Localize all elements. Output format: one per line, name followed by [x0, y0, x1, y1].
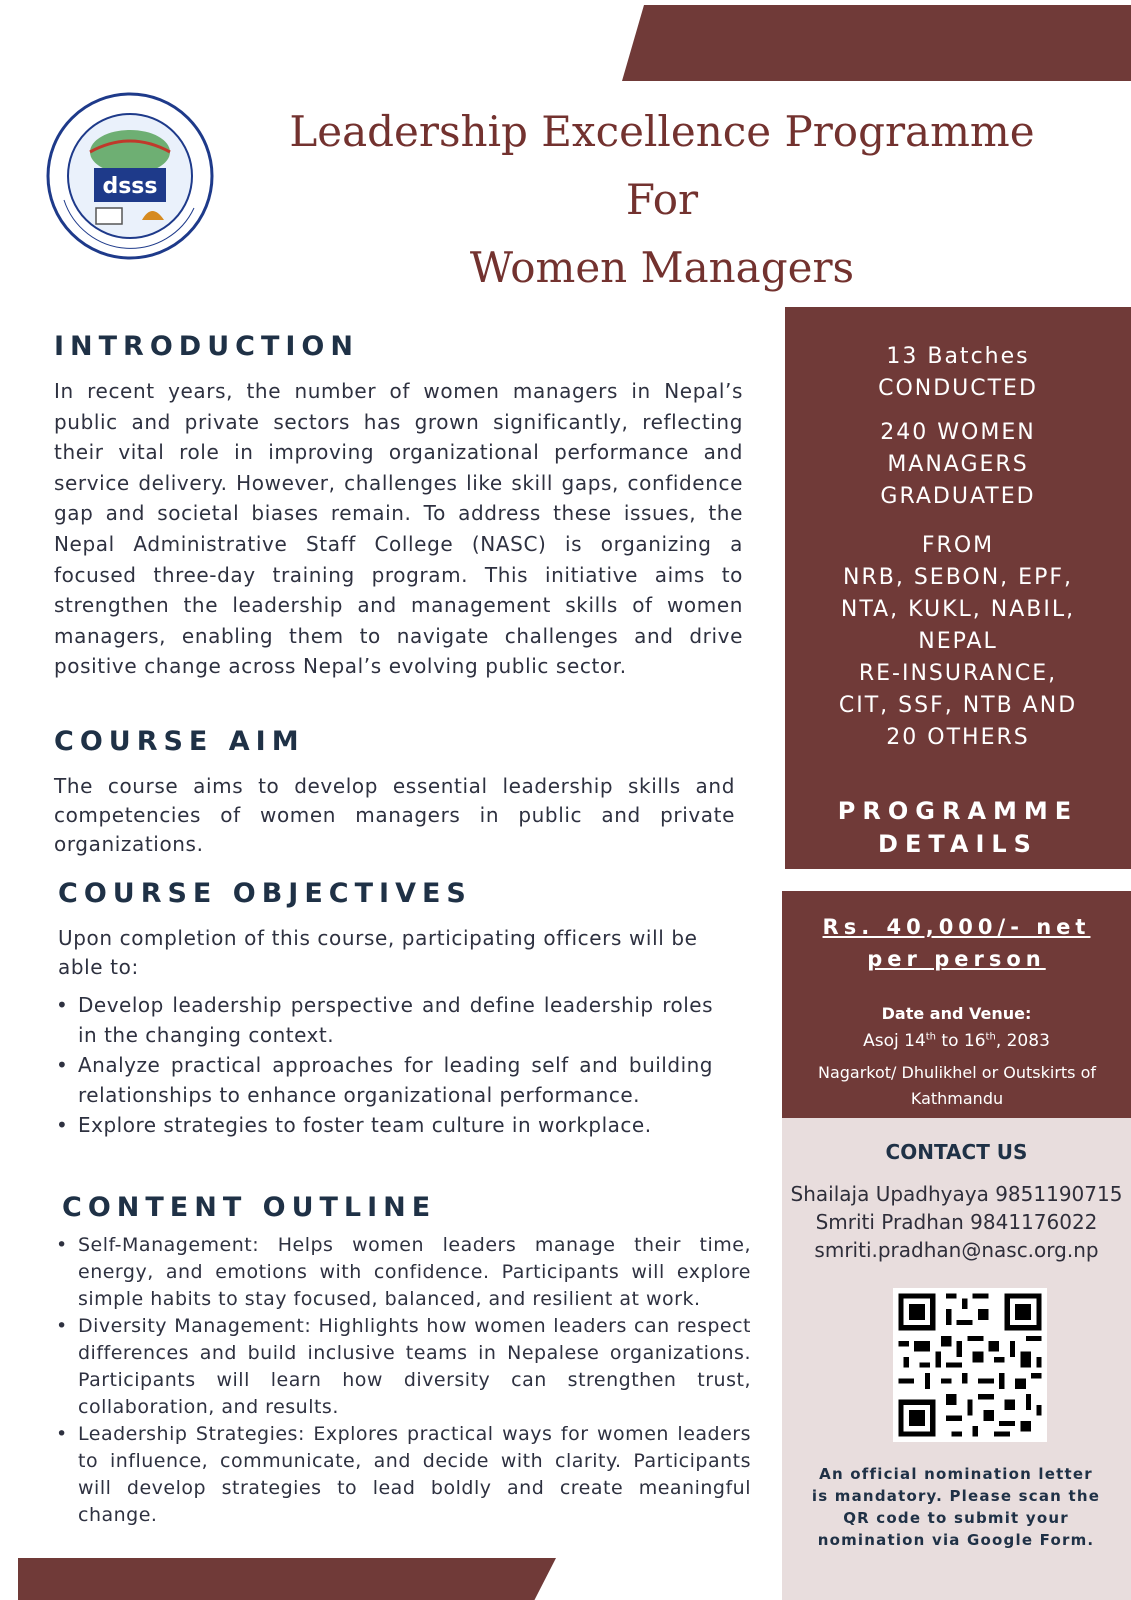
- nomination-note: An official nomination letter is mandatory. Please scan the QR code to submit your nomination via Google Form.: [811, 1465, 1101, 1549]
- programme-venue: Nagarkot/ Dhulikhel or Outskirts of Kathmandu: [817, 1063, 1097, 1108]
- content-outline-heading: CONTENT OUTLINE: [62, 1192, 437, 1223]
- nasc-logo: [44, 90, 216, 262]
- contact-person-1: Shailaja Upadhyaya 9851190715: [790, 1182, 1123, 1206]
- graduates-stat: [785, 417, 1131, 513]
- stat-line: 20 OTHERS: [886, 725, 1030, 750]
- contact-heading: CONTACT US: [885, 1140, 1028, 1164]
- date-sup: th: [925, 1031, 937, 1043]
- objective-item: • Explore strategies to foster team culture in workplace.: [56, 1110, 713, 1140]
- price-line: per person: [867, 947, 1046, 971]
- stat-line: NTA, KUKL, NABIL,: [840, 597, 1076, 622]
- objective-item: • Analyze practical approaches for leading self and building relationships to enhance organizational performance.: [56, 1050, 713, 1110]
- introduction-body: In recent years, the number of women managers in Nepal’s public and private sectors has grown significantly, reflecting their vital role in improving organizational performance and service delivery. However, challenges like skill gaps, confidence gap and societal biases remain. To address these issues, the Nepal Administrative Staff College (NASC) is organizing a focused three-day training program. This initiative aims to strengthen the leadership and management skills of women managers, enabling them to navigate challenges and drive positive change across Nepal’s evolving public sector.: [54, 379, 743, 679]
- stat-line: 13 Batches: [886, 344, 1030, 369]
- price: [782, 911, 1131, 975]
- date-sup: th: [985, 1031, 996, 1043]
- organizations-stat: [785, 530, 1131, 754]
- date-part: Asoj 14: [863, 1031, 926, 1051]
- stat-line: NRB, SEBON, EPF,: [843, 565, 1073, 590]
- course-objectives-intro: Upon completion of this course, participating officers will be able to:: [58, 926, 698, 979]
- course-aim-body: The course aims to develop essential leadership skills and competencies of women managers in public and private organizations.: [54, 774, 735, 856]
- contact-person-2: Smriti Pradhan 9841176022: [815, 1210, 1098, 1234]
- programme-date: [782, 1031, 1131, 1051]
- bottom-decorative-band: [18, 1558, 556, 1600]
- price-line: Rs. 40,000/- net: [822, 915, 1091, 939]
- stat-line: FROM: [921, 533, 995, 558]
- logo-mark-text: dsss: [102, 174, 158, 199]
- stat-line: CONDUCTED: [878, 376, 1038, 401]
- stat-line: GRADUATED: [880, 484, 1036, 509]
- outline-item: • Self-Management: Helps women leaders manage their time, energy, and emotions with confidence. Participants will explore simple habits to stay focused, balanced, and resilient at work.: [56, 1232, 751, 1313]
- content-outline-list: [56, 1232, 751, 1529]
- stat-line: MANAGERS: [887, 452, 1029, 477]
- batches-stat: [785, 341, 1131, 405]
- nomination-qr-code-icon[interactable]: [893, 1288, 1047, 1442]
- page-title: [232, 98, 1092, 302]
- outline-item: • Diversity Management: Highlights how women leaders can respect differences and build inclusive teams in Nepalese organizations. Participants will learn how diversity can strengthen trust, collaboration, and results.: [56, 1313, 751, 1421]
- date-part: , 2083: [995, 1031, 1050, 1051]
- stats-panel: [785, 307, 1131, 869]
- stat-line: CIT, SSF, NTB AND: [838, 693, 1078, 718]
- objective-item: • Develop leadership perspective and define leadership roles in the changing context.: [56, 990, 713, 1050]
- title-line-2: For: [625, 175, 699, 224]
- stat-line: RE-INSURANCE,: [858, 661, 1058, 686]
- stat-line: 240 WOMEN: [880, 420, 1036, 445]
- programme-details-panel: [782, 891, 1131, 1118]
- title-line-1: Leadership Excellence Programme: [289, 107, 1035, 156]
- course-aim-heading: COURSE AIM: [54, 726, 305, 757]
- title-line-3: Women Managers: [469, 243, 855, 292]
- course-objectives-heading: COURSE OBJECTIVES: [58, 878, 472, 909]
- course-objectives-list: [56, 990, 713, 1140]
- contact-panel: [782, 1118, 1131, 1600]
- date-part: to 16: [936, 1031, 986, 1051]
- outline-item: • Leadership Strategies: Explores practical ways for women leaders to influence, communicate, and decide with clarity. Participants will develop strategies to lead boldly and create meaningful change.: [56, 1421, 751, 1529]
- programme-heading-line: DETAILS: [878, 830, 1038, 858]
- programme-details-heading: [785, 795, 1131, 861]
- introduction-heading: INTRODUCTION: [54, 331, 359, 362]
- programme-heading-line: PROGRAMME: [837, 797, 1079, 825]
- date-venue-label: Date and Venue:: [881, 1004, 1032, 1023]
- contact-email[interactable]: smriti.pradhan@nasc.org.np: [814, 1238, 1099, 1262]
- top-decorative-band: [622, 5, 1131, 81]
- stat-line: NEPAL: [918, 629, 998, 654]
